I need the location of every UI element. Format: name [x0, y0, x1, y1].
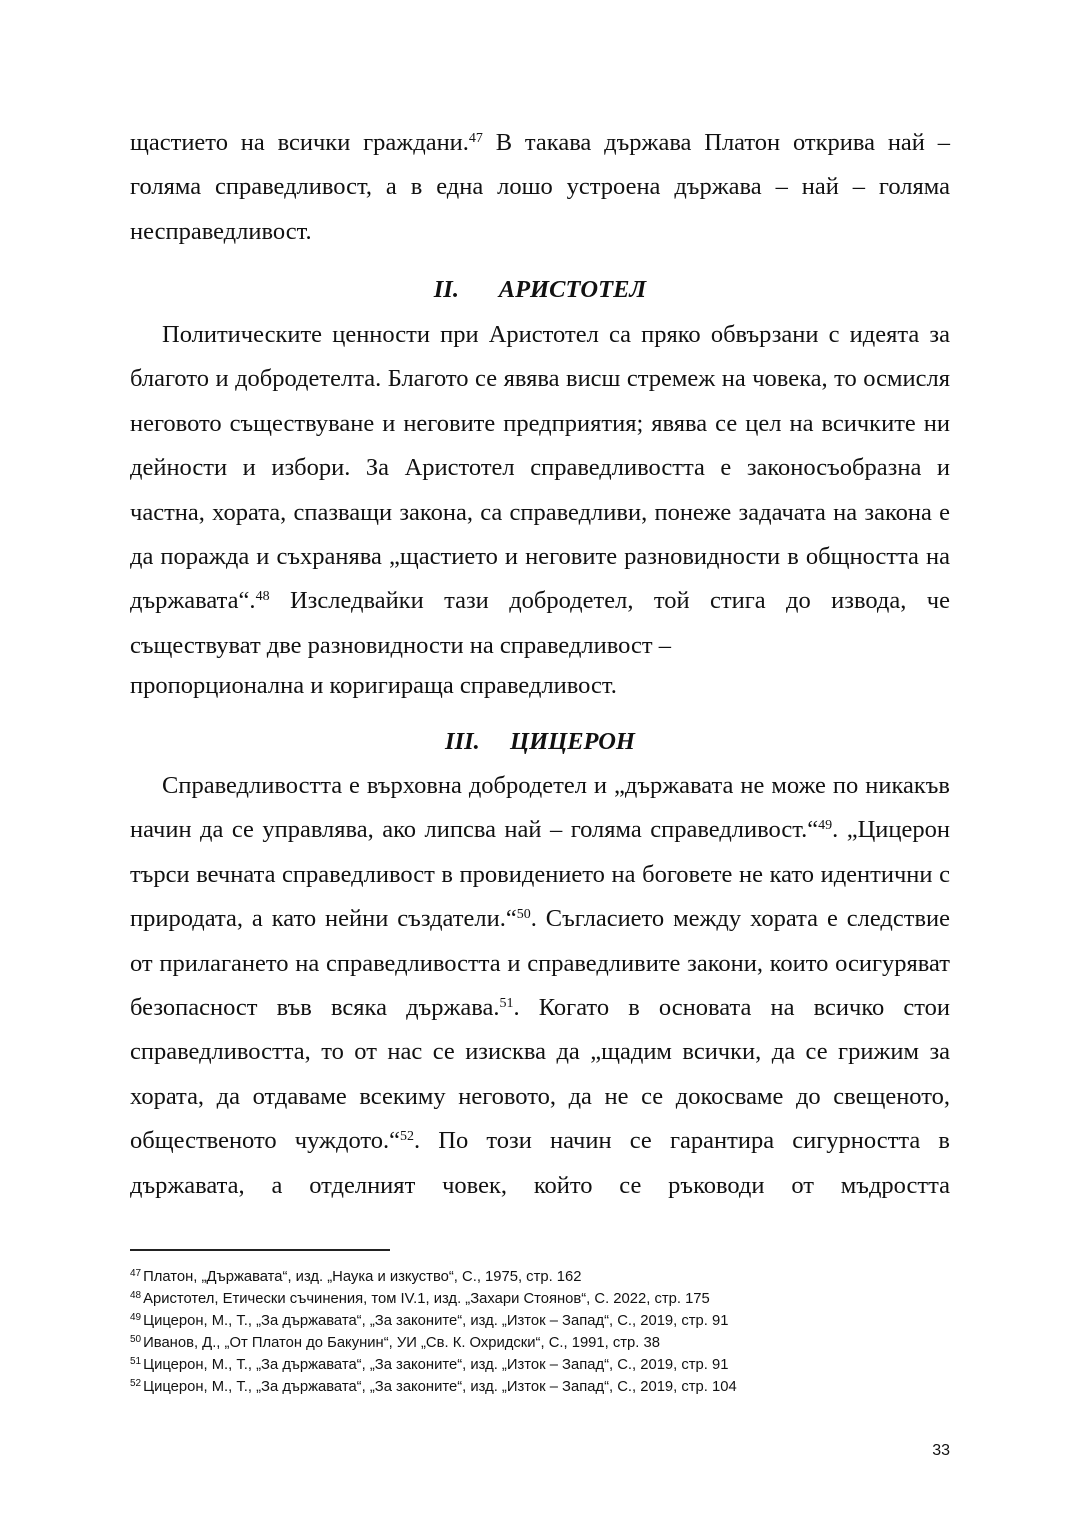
footnote-51: $^{51}$ Цицерон, М., Т., „За държавата“, „За законите“, изд. „Изток – Запад“, С., 2019, стр. 91: [130, 1356, 729, 1373]
section-heading-aristotle: [130, 275, 950, 305]
footnote-ref-51: 51: [499, 995, 514, 1011]
page-number: 33: [932, 1442, 950, 1459]
heading-title: АРИСТОТЕЛ: [498, 276, 647, 303]
section-heading-cicero: [130, 727, 950, 757]
footnote-52: $^{52}$ Цицерон, М., Т., „За държавата“, „За законите“, изд. „Изток – Запад“, С., 2019, стр. 104: [130, 1378, 737, 1395]
footnote-49: $^{49}$ Цицерон, М., Т., „За държавата“, „За законите“, изд. „Изток – Запад“, С., 2019, стр. 91: [130, 1312, 729, 1329]
paragraph-aristotle: Политическите ценности при Аристотел са пряко обвързани с идеята за благото и добродетелта. Благото се явява висш стремеж на човека, то осмисля неговото съществуване и неговите предприятия; явява се цел на всичките ни дейности и избори. За Аристотел справедливостта е законосъобразна и частна, хората, спазващи закона, са справедливи, понеже задачата на закона е да поражда и съхранява „щастието и неговите разновидности в общността на държавата“.$^{48}$ Изследвайки тази добродетел, той стига до извода, че съществуват две разновидности на справедливост –: [130, 321, 950, 659]
heading-number: II.: [433, 276, 459, 303]
footnote-50: $^{50}$ Иванов, Д., „От Платон до Бакунин“, УИ „Св. К. Охридски“, С., 1991, стр. 38: [130, 1334, 660, 1351]
footnote-ref-48: 48: [255, 589, 270, 605]
intro-line-3: несправедливост.: [130, 218, 312, 245]
footnote-ref-47: 47: [468, 130, 483, 146]
intro-line-1: щастието на всички граждани.$^{47}$ В такава държава Платон открива най –: [130, 129, 950, 156]
footnote-47: $^{47}$ Платон, „Държавата“, изд. „Наука и изкуство“, С., 1975, стр. 162: [130, 1268, 582, 1285]
intro-line-2: голяма справедливост, а в една лошо устроена държава – най – голяма: [130, 173, 950, 200]
paragraph-aristotle-last-line: пропорционална и коригираща справедливост.: [130, 672, 617, 699]
heading-title: ЦИЦЕРОН: [510, 728, 635, 755]
footnote-ref-50: 50: [516, 907, 531, 923]
footnote-48: $^{48}$ Аристотел, Етически съчинения, том IV.1, изд. „Захари Стоянов“, С. 2022, стр. 175: [130, 1290, 710, 1307]
footnote-separator: [130, 1249, 390, 1251]
footnote-ref-52: 52: [400, 1129, 414, 1145]
footnote-ref-49: 49: [818, 818, 833, 834]
heading-number: III.: [445, 728, 480, 755]
footnotes: [130, 1266, 960, 1398]
paragraph-cicero: Справедливостта е върховна добродетел и „държавата не може по никакъв начин да се управлява, ако липсва най – голяма справедливост.“$^{49}$. „Цицерон търси вечната справедливост в провидението на боговете не като идентични с природата, а като нейни създатели.“$^{50}$. Съгласието между хората е следствие от прилагането на справедливостта и справедливите закони, които осигуряват безопасност във всяка държава.$^{51}$. Когато в основата на всичко стои справедливостта, то от нас се изисква да „щадим всички, да се грижим за хората, да отдаваме всекиму неговото, да не се докосваме до свещеното, общественото чуждото.“$^{52}$. По този начин се гарантира сигурността в държавата, а отделният човек, който се ръководи от мъдростта: [130, 772, 950, 1199]
